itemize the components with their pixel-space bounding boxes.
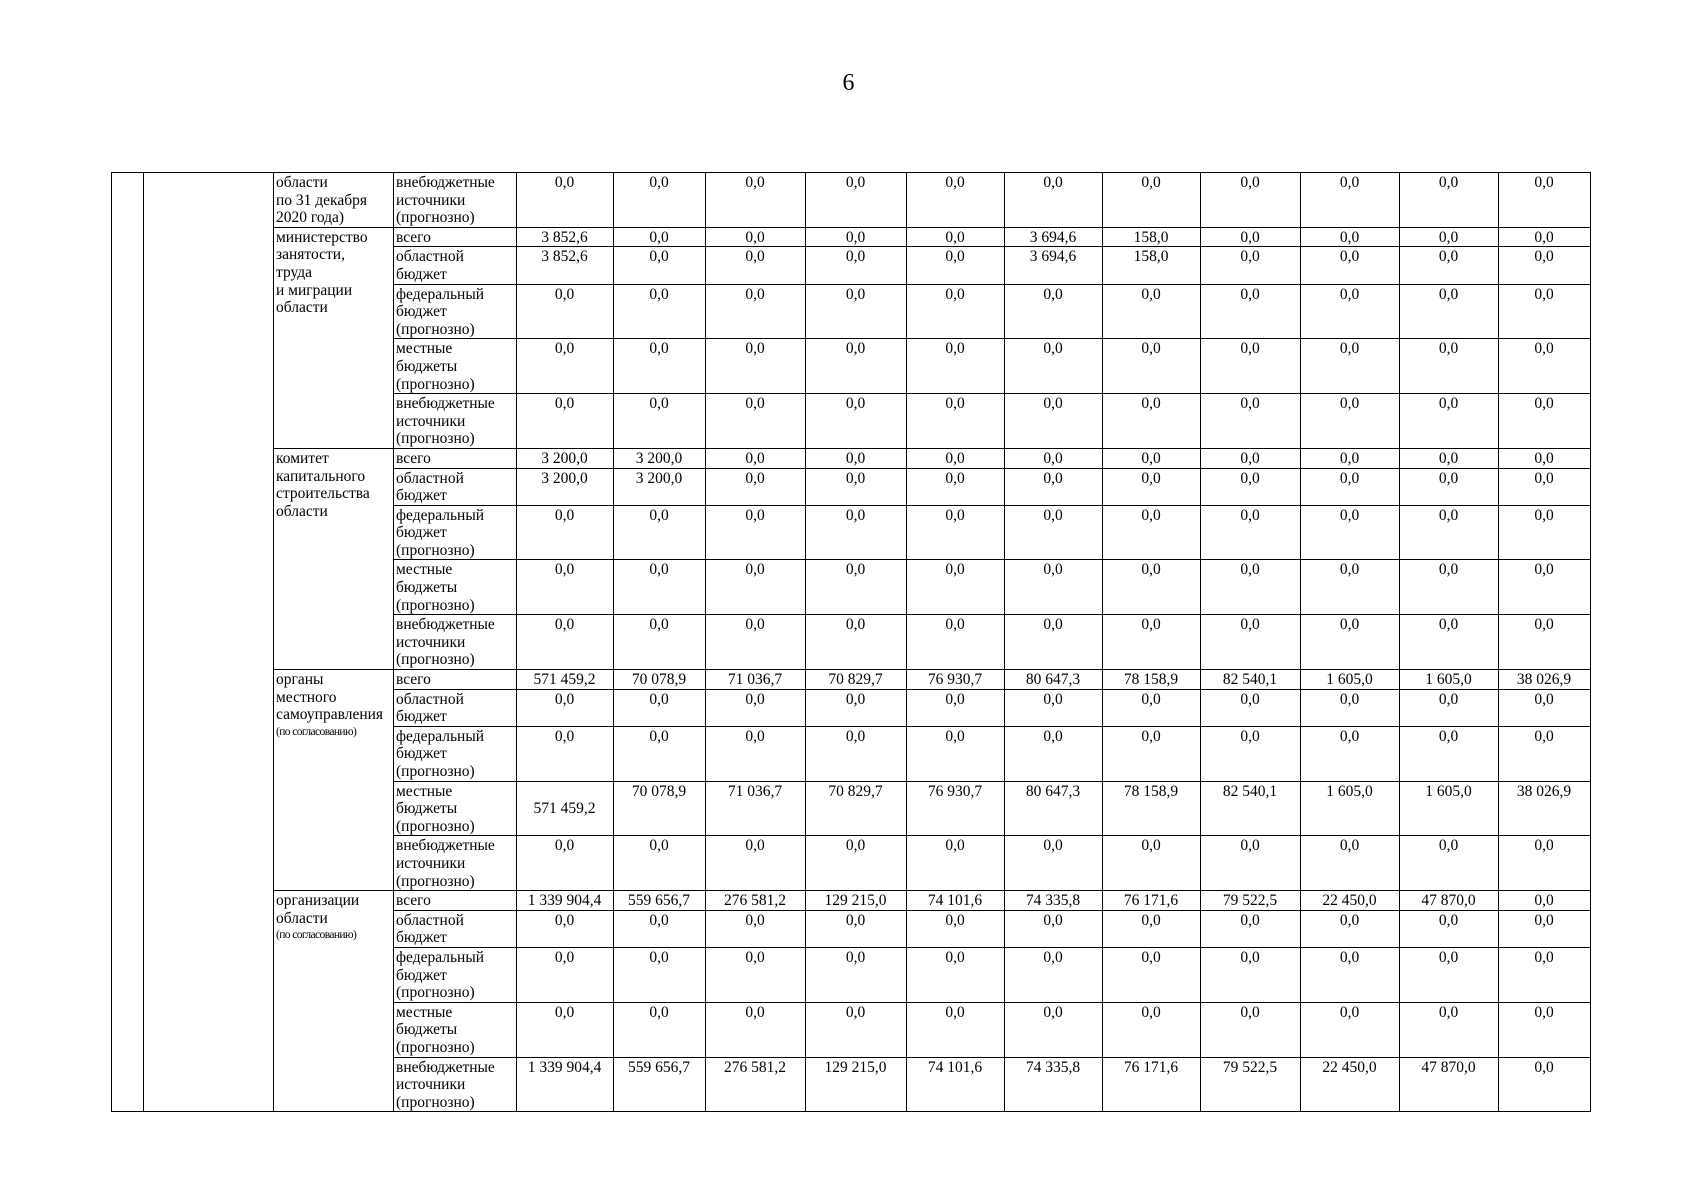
amount-cell: 3 200,0 — [614, 468, 706, 505]
funding-source-cell: всего — [394, 227, 517, 247]
amount-cell: 0,0 — [1499, 689, 1591, 726]
amount-cell: 47 870,0 — [1400, 1057, 1499, 1112]
amount-cell: 0,0 — [706, 339, 806, 394]
amount-cell: 0,0 — [517, 836, 614, 891]
amount-cell: 158,0 — [1103, 247, 1201, 284]
amount-cell: 1 605,0 — [1400, 781, 1499, 836]
funding-source-cell: всего — [394, 448, 517, 468]
amount-cell: 0,0 — [517, 505, 614, 560]
funding-source-cell: федеральный бюджет (прогнозно) — [394, 505, 517, 560]
amount-cell: 0,0 — [1201, 836, 1301, 891]
amount-cell: 0,0 — [1201, 910, 1301, 947]
amount-cell — [517, 781, 614, 836]
number-column-cell — [112, 173, 144, 1112]
amount-cell: 0,0 — [517, 1002, 614, 1057]
amount-cell: 0,0 — [1301, 173, 1400, 228]
amount-cell: 0,0 — [1201, 560, 1301, 615]
amount-cell: 0,0 — [1400, 505, 1499, 560]
amount-cell: 0,0 — [1301, 615, 1400, 670]
amount-cell: 0,0 — [806, 227, 907, 247]
table-row — [112, 891, 1591, 911]
amount-cell: 0,0 — [1201, 448, 1301, 468]
amount-cell: 80 647,3 — [1005, 781, 1103, 836]
amount-cell: 0,0 — [1005, 689, 1103, 726]
amount-cell: 0,0 — [1499, 836, 1591, 891]
amount-cell: 0,0 — [1201, 726, 1301, 781]
amount-cell: 0,0 — [1400, 560, 1499, 615]
amount-cell: 276 581,2 — [706, 1057, 806, 1112]
amount-cell: 0,0 — [517, 284, 614, 339]
amount-cell: 0,0 — [1103, 726, 1201, 781]
amount-cell: 0,0 — [614, 836, 706, 891]
amount-cell: 0,0 — [614, 394, 706, 449]
amount-cell: 0,0 — [1301, 726, 1400, 781]
amount-cell: 70 829,7 — [806, 781, 907, 836]
executor-name: области по 31 декабря 2020 года) — [276, 174, 368, 227]
amount-cell: 0,0 — [614, 339, 706, 394]
amount-cell: 0,0 — [706, 947, 806, 1002]
amount-cell: 74 101,6 — [907, 891, 1005, 911]
table-row — [112, 173, 1591, 228]
amount-cell: 0,0 — [706, 910, 806, 947]
amount-cell: 0,0 — [907, 726, 1005, 781]
amount-cell: 0,0 — [1499, 227, 1591, 247]
page-number: 6 — [842, 70, 855, 96]
amount-cell: 559 656,7 — [614, 1057, 706, 1112]
funding-source-cell: областной бюджет — [394, 910, 517, 947]
amount-cell: 0,0 — [614, 947, 706, 1002]
amount-cell: 0,0 — [1103, 947, 1201, 1002]
amount-cell: 0,0 — [1499, 910, 1591, 947]
amount-cell: 0,0 — [1301, 448, 1400, 468]
amount-cell: 0,0 — [706, 227, 806, 247]
amount-cell: 0,0 — [1400, 468, 1499, 505]
amount-cell: 0,0 — [1301, 339, 1400, 394]
amount-cell: 0,0 — [1301, 468, 1400, 505]
amount-cell: 0,0 — [706, 836, 806, 891]
table-body — [112, 173, 1591, 1112]
amount-cell: 0,0 — [1400, 448, 1499, 468]
amount-cell: 276 581,2 — [706, 891, 806, 911]
amount-cell: 0,0 — [706, 284, 806, 339]
amount-cell: 0,0 — [806, 726, 907, 781]
amount-cell: 0,0 — [806, 615, 907, 670]
amount-cell: 0,0 — [1400, 394, 1499, 449]
amount-cell: 0,0 — [907, 505, 1005, 560]
funding-source-cell: внебюджетные источники (прогнозно) — [394, 173, 517, 228]
amount-cell: 0,0 — [806, 947, 907, 1002]
amount-cell: 0,0 — [517, 173, 614, 228]
amount-cell: 0,0 — [517, 726, 614, 781]
amount-cell: 559 656,7 — [614, 891, 706, 911]
funding-source-cell: всего — [394, 670, 517, 690]
amount-cell: 0,0 — [614, 910, 706, 947]
amount-cell: 0,0 — [1005, 947, 1103, 1002]
amount-cell: 0,0 — [1400, 339, 1499, 394]
amount-cell: 22 450,0 — [1301, 1057, 1400, 1112]
amount-cell: 0,0 — [1301, 836, 1400, 891]
amount-cell: 0,0 — [806, 339, 907, 394]
amount-cell: 0,0 — [1499, 394, 1591, 449]
amount-cell: 1 605,0 — [1400, 670, 1499, 690]
amount-cell: 0,0 — [806, 247, 907, 284]
executor-name: организации области — [276, 892, 360, 927]
amount-cell: 0,0 — [1499, 891, 1591, 911]
amount-cell: 0,0 — [517, 339, 614, 394]
amount-cell: 0,0 — [1400, 910, 1499, 947]
amount-cell: 0,0 — [1499, 1057, 1591, 1112]
amount-cell: 0,0 — [1103, 910, 1201, 947]
amount-cell: 0,0 — [1201, 394, 1301, 449]
amount-cell: 0,0 — [706, 394, 806, 449]
executor-cell — [274, 891, 394, 1112]
amount-cell: 0,0 — [1005, 394, 1103, 449]
amount-cell: 74 101,6 — [907, 1057, 1005, 1112]
amount-cell: 0,0 — [614, 284, 706, 339]
amount-cell: 0,0 — [1201, 247, 1301, 284]
funding-source-cell: местные бюджеты (прогнозно) — [394, 1002, 517, 1057]
executor-cell — [274, 227, 394, 448]
amount-cell: 0,0 — [1201, 1002, 1301, 1057]
amount-cell: 1 339 904,4 — [517, 891, 614, 911]
amount-cell: 0,0 — [907, 468, 1005, 505]
amount-cell: 0,0 — [614, 247, 706, 284]
amount-cell: 0,0 — [1103, 394, 1201, 449]
amount-cell: 0,0 — [1005, 836, 1103, 891]
amount-cell: 0,0 — [706, 689, 806, 726]
amount-cell: 0,0 — [1499, 284, 1591, 339]
amount-cell: 0,0 — [1201, 468, 1301, 505]
amount-cell: 0,0 — [1005, 1002, 1103, 1057]
amount-cell: 0,0 — [1201, 227, 1301, 247]
amount-cell: 0,0 — [1005, 726, 1103, 781]
amount-cell: 0,0 — [517, 910, 614, 947]
executor-note: (по согласованию) — [276, 725, 357, 738]
amount-cell: 76 171,6 — [1103, 1057, 1201, 1112]
amount-cell: 0,0 — [1301, 505, 1400, 560]
table-row — [112, 227, 1591, 247]
amount-cell: 0,0 — [806, 448, 907, 468]
amount-cell: 0,0 — [517, 615, 614, 670]
amount-cell: 0,0 — [1499, 560, 1591, 615]
amount-cell: 80 647,3 — [1005, 670, 1103, 690]
amount-cell: 70 078,9 — [614, 670, 706, 690]
amount-cell: 0,0 — [1499, 247, 1591, 284]
executor-cell — [274, 173, 394, 228]
funding-source-cell: областной бюджет — [394, 689, 517, 726]
funding-source-cell: внебюджетные источники (прогнозно) — [394, 836, 517, 891]
amount-cell: 0,0 — [806, 505, 907, 560]
amount-cell: 0,0 — [907, 247, 1005, 284]
amount-cell: 47 870,0 — [1400, 891, 1499, 911]
amount-cell: 0,0 — [614, 505, 706, 560]
amount-cell: 0,0 — [1499, 505, 1591, 560]
amount-cell: 74 335,8 — [1005, 1057, 1103, 1112]
funding-source-cell: местные бюджеты (прогнозно) — [394, 339, 517, 394]
amount-cell: 0,0 — [1301, 560, 1400, 615]
amount-cell: 0,0 — [1400, 173, 1499, 228]
amount-cell: 3 852,6 — [517, 227, 614, 247]
amount-cell: 0,0 — [1103, 284, 1201, 339]
amount-cell: 71 036,7 — [706, 781, 806, 836]
amount-cell: 0,0 — [1005, 615, 1103, 670]
amount-cell: 0,0 — [517, 394, 614, 449]
amount-cell: 0,0 — [1103, 173, 1201, 228]
amount-cell: 0,0 — [907, 284, 1005, 339]
amount-cell: 0,0 — [614, 173, 706, 228]
amount-cell: 0,0 — [614, 726, 706, 781]
amount-cell: 0,0 — [1499, 726, 1591, 781]
amount-cell: 0,0 — [907, 173, 1005, 228]
amount-cell: 0,0 — [517, 947, 614, 1002]
amount-cell: 0,0 — [706, 247, 806, 284]
amount-cell: 3 852,6 — [517, 247, 614, 284]
amount-cell: 0,0 — [1005, 560, 1103, 615]
amount-cell: 0,0 — [1201, 339, 1301, 394]
amount-cell: 0,0 — [1301, 689, 1400, 726]
amount-cell: 1 605,0 — [1301, 781, 1400, 836]
amount-cell: 0,0 — [1301, 394, 1400, 449]
amount-cell: 0,0 — [1499, 339, 1591, 394]
amount-cell: 0,0 — [1301, 247, 1400, 284]
amount-cell: 129 215,0 — [806, 891, 907, 911]
amount-cell: 0,0 — [1499, 615, 1591, 670]
amount-cell: 0,0 — [1201, 689, 1301, 726]
amount-cell: 0,0 — [907, 615, 1005, 670]
amount-cell: 0,0 — [614, 227, 706, 247]
amount-cell: 1 605,0 — [1301, 670, 1400, 690]
amount-cell: 0,0 — [1005, 284, 1103, 339]
amount-cell: 38 026,9 — [1499, 670, 1591, 690]
amount-cell: 0,0 — [1301, 227, 1400, 247]
amount-cell: 0,0 — [1005, 339, 1103, 394]
amount-cell: 79 522,5 — [1201, 1057, 1301, 1112]
amount-cell: 0,0 — [706, 1002, 806, 1057]
funding-source-cell: областной бюджет — [394, 247, 517, 284]
amount-cell: 0,0 — [706, 560, 806, 615]
amount-cell: 0,0 — [1103, 468, 1201, 505]
funding-source-cell: внебюджетные источники (прогнозно) — [394, 1057, 517, 1112]
amount-cell: 82 540,1 — [1201, 781, 1301, 836]
amount-cell: 0,0 — [806, 173, 907, 228]
amount-cell: 0,0 — [1499, 1002, 1591, 1057]
executor-note: (по согласованию) — [276, 929, 357, 942]
amount-cell: 0,0 — [1400, 836, 1499, 891]
amount-cell: 22 450,0 — [1301, 891, 1400, 911]
funding-source-cell: внебюджетные источники (прогнозно) — [394, 394, 517, 449]
amount-cell: 38 026,9 — [1499, 781, 1591, 836]
amount-cell: 0,0 — [1400, 284, 1499, 339]
funding-source-cell: федеральный бюджет (прогнозно) — [394, 284, 517, 339]
amount-cell: 0,0 — [806, 836, 907, 891]
executor-name: министерство занятости, труда и миграции области — [276, 228, 368, 317]
budget-table — [111, 172, 1591, 1112]
amount-cell: 1 339 904,4 — [517, 1057, 614, 1112]
amount-cell: 0,0 — [1201, 173, 1301, 228]
amount-cell: 0,0 — [706, 448, 806, 468]
amount-cell: 0,0 — [517, 689, 614, 726]
amount-cell: 0,0 — [1201, 284, 1301, 339]
amount-cell: 0,0 — [1005, 505, 1103, 560]
amount-cell: 0,0 — [1201, 615, 1301, 670]
executor-cell — [274, 448, 394, 669]
amount-cell: 0,0 — [706, 505, 806, 560]
amount-cell: 74 335,8 — [1005, 891, 1103, 911]
amount-cell: 3 200,0 — [517, 448, 614, 468]
amount-cell: 0,0 — [1301, 284, 1400, 339]
amount-cell: 571 459,2 — [517, 670, 614, 690]
funding-source-cell: местные бюджеты (прогнозно) — [394, 560, 517, 615]
amount-cell: 3 200,0 — [517, 468, 614, 505]
amount-cell: 0,0 — [1103, 505, 1201, 560]
amount-cell: 0,0 — [1499, 448, 1591, 468]
amount-cell: 0,0 — [907, 394, 1005, 449]
amount-cell: 76 930,7 — [907, 670, 1005, 690]
amount-cell: 0,0 — [1103, 560, 1201, 615]
amount-cell: 0,0 — [806, 394, 907, 449]
amount-cell: 0,0 — [1400, 1002, 1499, 1057]
amount-cell: 78 158,9 — [1103, 781, 1201, 836]
amount-cell: 78 158,9 — [1103, 670, 1201, 690]
amount-cell: 0,0 — [706, 173, 806, 228]
amount-cell: 0,0 — [614, 1002, 706, 1057]
amount-cell: 0,0 — [907, 836, 1005, 891]
amount-cell: 0,0 — [1400, 689, 1499, 726]
amount-cell: 0,0 — [1005, 468, 1103, 505]
amount-cell: 0,0 — [806, 689, 907, 726]
amount-cell: 0,0 — [614, 560, 706, 615]
measure-column-cell — [144, 173, 274, 1112]
amount-cell: 0,0 — [1499, 468, 1591, 505]
amount-cell: 0,0 — [806, 468, 907, 505]
executor-name: органы местного самоуправления — [276, 671, 384, 724]
table-row — [112, 448, 1591, 468]
table-row — [112, 670, 1591, 690]
amount-cell: 158,0 — [1103, 227, 1201, 247]
amount-cell: 76 930,7 — [907, 781, 1005, 836]
funding-source-cell: федеральный бюджет (прогнозно) — [394, 947, 517, 1002]
amount-cell: 0,0 — [1400, 615, 1499, 670]
amount-cell: 0,0 — [614, 615, 706, 670]
amount-cell: 0,0 — [907, 227, 1005, 247]
amount-cell: 0,0 — [1499, 947, 1591, 1002]
amount-cell: 0,0 — [1103, 836, 1201, 891]
amount-cell: 0,0 — [706, 726, 806, 781]
amount-cell: 70 078,9 — [614, 781, 706, 836]
amount-cell: 0,0 — [806, 284, 907, 339]
amount-cell: 0,0 — [1301, 947, 1400, 1002]
amount-cell: 0,0 — [806, 1002, 907, 1057]
amount-cell: 0,0 — [907, 448, 1005, 468]
funding-source-cell: областной бюджет — [394, 468, 517, 505]
funding-source-cell: всего — [394, 891, 517, 911]
amount-cell: 0,0 — [1103, 1002, 1201, 1057]
amount-cell: 0,0 — [907, 560, 1005, 615]
amount-cell: 0,0 — [1400, 726, 1499, 781]
amount-cell: 0,0 — [1005, 910, 1103, 947]
executor-cell — [274, 670, 394, 891]
amount-cell: 0,0 — [1301, 910, 1400, 947]
amount-cell: 0,0 — [1103, 689, 1201, 726]
amount-cell: 0,0 — [907, 910, 1005, 947]
amount-cell: 0,0 — [907, 339, 1005, 394]
amount-value: 571 459,2 — [533, 800, 596, 818]
funding-source-cell: внебюджетные источники (прогнозно) — [394, 615, 517, 670]
amount-cell: 0,0 — [517, 560, 614, 615]
amount-cell: 0,0 — [1201, 505, 1301, 560]
amount-cell: 0,0 — [907, 689, 1005, 726]
amount-cell: 0,0 — [907, 1002, 1005, 1057]
amount-cell: 0,0 — [1400, 227, 1499, 247]
amount-cell: 3 694,6 — [1005, 227, 1103, 247]
amount-cell: 0,0 — [806, 910, 907, 947]
amount-cell: 79 522,5 — [1201, 891, 1301, 911]
funding-source-cell: федеральный бюджет (прогнозно) — [394, 726, 517, 781]
amount-cell: 3 694,6 — [1005, 247, 1103, 284]
amount-cell: 0,0 — [1201, 947, 1301, 1002]
amount-cell: 0,0 — [706, 468, 806, 505]
amount-cell: 0,0 — [1400, 947, 1499, 1002]
amount-cell: 0,0 — [1499, 173, 1591, 228]
amount-cell: 3 200,0 — [614, 448, 706, 468]
amount-cell: 0,0 — [1103, 339, 1201, 394]
amount-cell: 0,0 — [1103, 448, 1201, 468]
amount-cell: 0,0 — [1301, 1002, 1400, 1057]
amount-cell: 0,0 — [1103, 615, 1201, 670]
funding-source-cell: местные бюджеты (прогнозно) — [394, 781, 517, 836]
amount-cell: 0,0 — [1400, 247, 1499, 284]
amount-cell: 0,0 — [907, 947, 1005, 1002]
amount-cell: 129 215,0 — [806, 1057, 907, 1112]
amount-cell: 0,0 — [614, 689, 706, 726]
amount-cell: 0,0 — [1005, 173, 1103, 228]
executor-name: комитет капитального строительства области — [276, 449, 370, 520]
amount-cell: 0,0 — [1005, 448, 1103, 468]
amount-cell: 0,0 — [706, 615, 806, 670]
amount-cell: 0,0 — [806, 560, 907, 615]
amount-cell: 76 171,6 — [1103, 891, 1201, 911]
amount-cell: 82 540,1 — [1201, 670, 1301, 690]
amount-cell: 71 036,7 — [706, 670, 806, 690]
amount-cell: 70 829,7 — [806, 670, 907, 690]
